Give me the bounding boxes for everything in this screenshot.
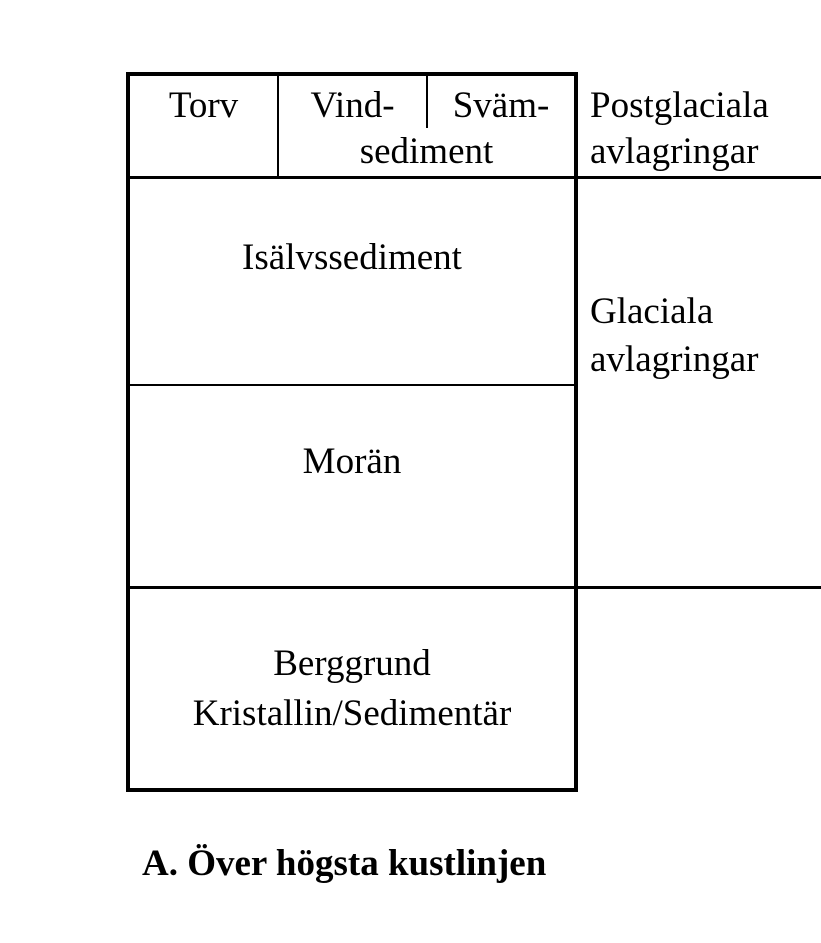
frame-top — [126, 72, 578, 76]
cell-svam: Sväm- — [452, 85, 550, 126]
boundary-bedrock — [126, 586, 821, 589]
label-postglaciala: Postglaciala — [590, 85, 769, 126]
label-postglaciala-avlagringar: avlagringar — [590, 131, 759, 172]
boundary-postglacial — [126, 176, 821, 179]
frame-bottom — [126, 788, 578, 792]
label-glaciala: Glaciala — [590, 291, 714, 332]
cell-moran: Morän — [302, 441, 402, 482]
cell-berggrund: Berggrund — [273, 643, 431, 684]
boundary-isalv-moran — [128, 384, 576, 386]
cell-sediment: sediment — [359, 131, 494, 172]
label-glaciala-avlagringar: avlagringar — [590, 339, 759, 380]
frame-right — [574, 72, 578, 792]
diagram-caption: A. Över högsta kustlinjen — [142, 843, 547, 884]
cell-isalvssediment: Isälvssediment — [242, 237, 462, 278]
cell-torv: Torv — [168, 85, 239, 126]
cell-vind: Vind- — [310, 85, 395, 126]
cell-kristallin-sedimentar: Kristallin/Sedimentär — [192, 693, 512, 734]
